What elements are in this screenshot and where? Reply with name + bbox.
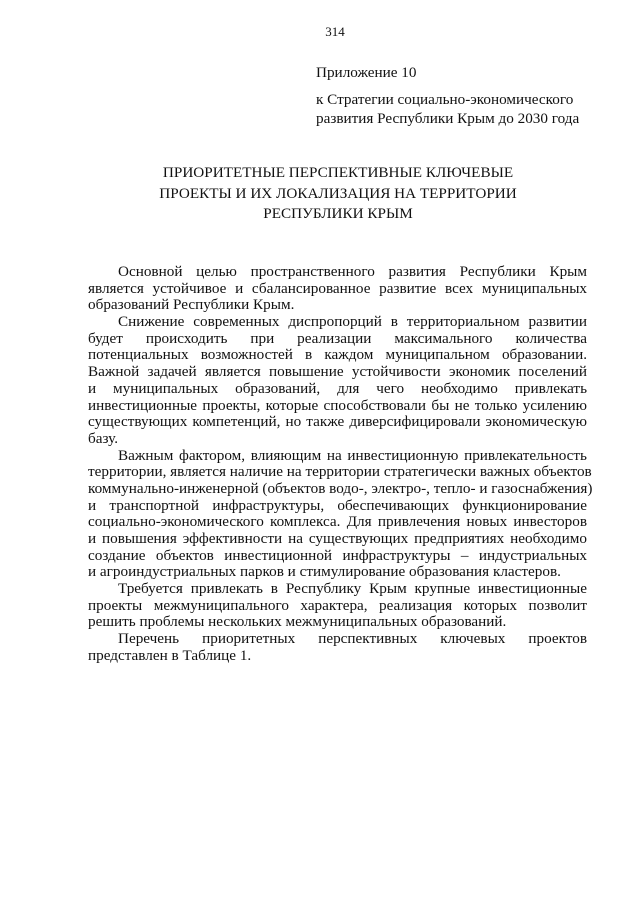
- document-title: [88, 163, 588, 225]
- page-number: 314: [325, 24, 345, 39]
- paragraph-line: потенциальных возможностей в каждом муниципальном образовании.: [88, 346, 587, 364]
- paragraph-line: решить проблемы нескольких межмуниципальных образований.: [88, 613, 507, 631]
- paragraph-line: базу.: [88, 429, 119, 447]
- paragraph-line: образований Республики Крым.: [88, 296, 295, 314]
- paragraph-line: Требуется привлекать в Республику Крым крупные инвестиционные: [118, 580, 587, 598]
- paragraph-line: существующих компетенций, но также диверсифицировали экономическую: [88, 413, 587, 431]
- paragraph-line: будет происходить при реализации максимального количества: [88, 329, 587, 347]
- appendix-reference-line-1: к Стратегии социально-экономического: [316, 91, 574, 108]
- paragraph-line: и повышения эффективности на существующих предприятиях необходимо: [88, 530, 587, 547]
- appendix-reference-line-2: развития Республики Крым до 2030 года: [316, 110, 580, 127]
- appendix-label: Приложение 10: [316, 64, 417, 81]
- paragraph-line: представлен в Таблице 1.: [88, 646, 252, 664]
- paragraph-line: проекты межмуниципального характера, реализация которых позволит: [88, 596, 587, 614]
- paragraph: [88, 446, 593, 582]
- paragraph-line: Важным фактором, влияющим на инвестиционную привлекательность: [118, 446, 587, 464]
- paragraph: [88, 581, 587, 631]
- paragraph-line: инвестиционные проекты, которые способствовали бы не только усилению: [88, 396, 587, 414]
- paragraph-line: и агроиндустриальных парков и стимулирование образования кластеров.: [88, 563, 561, 581]
- title-line: ПРИОРИТЕТНЫЕ ПЕРСПЕКТИВНЫЕ КЛЮЧЕВЫЕ: [162, 164, 514, 181]
- body-text: [88, 263, 593, 665]
- paragraph-line: Основной целью пространственного развития Республики Крым: [118, 263, 587, 280]
- title-line: ПРОЕКТЫ И ИХ ЛОКАЛИЗАЦИЯ НА ТЕРРИТОРИИ: [159, 184, 517, 202]
- title-line: РЕСПУБЛИКИ КРЫМ: [263, 205, 413, 222]
- paragraph-line: Важной задачей является повышение устойчивости экономик поселений: [88, 363, 587, 381]
- paragraph-line: социально-экономического комплекса. Для привлечения новых инвесторов: [88, 513, 587, 531]
- paragraph-line: создание объектов инвестиционной инфраструктуры – индустриальных: [88, 546, 587, 564]
- paragraph-line: Перечень приоритетных перспективных ключевых проектов: [118, 630, 587, 648]
- paragraph-line: коммунально-инженерной (объектов водо-, электро-, тепло- и газоснабжения): [88, 479, 593, 497]
- paragraph-line: является устойчивое и сбалансированное развитие всех муниципальных: [88, 279, 587, 297]
- paragraph: [88, 314, 587, 448]
- paragraph: [88, 264, 587, 314]
- paragraph-line: и транспортной инфраструктуры, обеспечивающих функционирование: [88, 496, 587, 514]
- paragraph-line: территории, является наличие на территории стратегически важных объектов: [88, 463, 592, 481]
- paragraph-line: Снижение современных диспропорций в территориальном развитии: [118, 313, 587, 331]
- paragraph-line: и муниципальных образований, для чего необходимо привлекать: [88, 379, 587, 397]
- paragraph: [88, 631, 587, 664]
